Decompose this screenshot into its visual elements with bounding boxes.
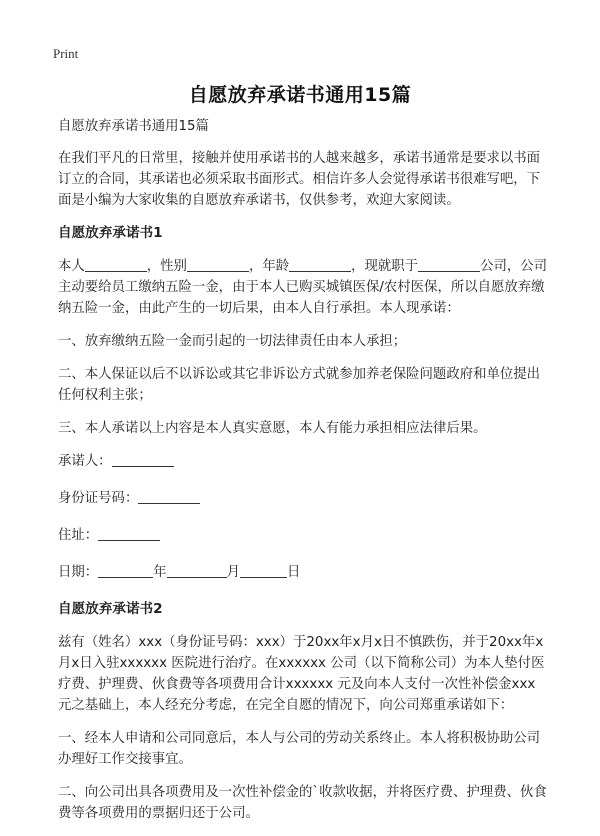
section1-item-1: 一、放弃缴纳五险一金而引起的一切法律责任由本人承担；	[58, 334, 407, 349]
month-label: 月	[226, 565, 240, 580]
signer-label: 承诺人：	[58, 454, 112, 469]
section2-paragraph-3: 二、向公司出具各项费用及一次性补偿金的`收款收据，并将医疗费、护理费、伙食费等各项费用的票据归还于公司。	[58, 785, 547, 821]
section1-item-3: 三、本人承诺以上内容是本人真实意愿，本人有能力承担相应法律后果。	[58, 421, 487, 436]
date-field	[58, 562, 548, 583]
year-label: 年	[153, 565, 167, 580]
section-heading-2: 自愿放弃承诺书2	[58, 601, 163, 617]
gender-blank	[187, 257, 249, 272]
id-number-field	[58, 488, 548, 509]
text-fragment: ，性别	[146, 259, 187, 274]
text-fragment: ，年龄	[248, 259, 290, 274]
print-label: Print	[53, 46, 79, 61]
id-number-label: 身份证号码：	[58, 491, 139, 506]
year-blank	[98, 563, 153, 578]
section1-item-2: 二、本人保证以后不以诉讼或其它非诉讼方式就参加养老保险问题政府和单位提出任何权利主张；	[58, 367, 541, 403]
address-field	[58, 525, 548, 546]
age-blank	[289, 257, 351, 272]
date-label: 日期：	[58, 565, 99, 580]
section2-paragraph-2: 一、经本人申请和公司同意后，本人与公司的劳动关系终止。本人将积极协助公司办理好工作交接事宜。	[58, 731, 541, 767]
section1-paragraph-1	[58, 256, 548, 319]
text-fragment: ，现就职于	[351, 259, 419, 274]
document-title: 自愿放弃承诺书通用15篇	[188, 84, 412, 106]
document-body	[58, 116, 548, 836]
section2-paragraph-1: 兹有（姓名）xxx（身份证号码：xxx）于20xx年x月x日不慎跌伤，并于20xx年x月x日入驻xxxxxx 医院进行治疗。在xxxxxx 公司（以下简称公司）为本人垫付医疗费、护理费、伙食费等各项费用合计xxxxxx 元及向本人支付一次性补偿金xxx元之基础上，本人经充分考虑，在完全自愿的情况下，向公司郑重承诺如下：	[58, 635, 545, 713]
day-blank	[240, 563, 287, 578]
address-blank	[98, 526, 160, 541]
section-heading-1: 自愿放弃承诺书1	[58, 225, 163, 241]
intro-paragraph: 在我们平凡的日常里，接触并使用承诺书的人越来越多，承诺书通常是要求以书面订立的合同，其承诺也必须采取书面形式。相信许多人会觉得承诺书很难写吧，下面是小编为大家收集的自愿放弃承诺书，仅供参考，欢迎大家阅读。	[58, 151, 541, 208]
month-blank	[167, 563, 227, 578]
signer-blank	[112, 452, 174, 467]
text-fragment: 公司，公司主动要给员工缴纳五险一金，由于本人已购买城镇医保/农村医保，所以自愿放弃缴纳五险一金，由此产生的一切后果，由本人自行承担。本人现承诺：	[58, 259, 548, 316]
employer-blank	[418, 257, 480, 272]
id-number-blank	[138, 489, 200, 504]
name-blank	[85, 257, 147, 272]
text-fragment: 本人	[58, 259, 85, 274]
address-label: 住址：	[58, 528, 99, 543]
day-label: 日	[286, 565, 301, 580]
signer-field	[58, 451, 548, 472]
document-subtitle: 自愿放弃承诺书通用15篇	[58, 119, 209, 134]
